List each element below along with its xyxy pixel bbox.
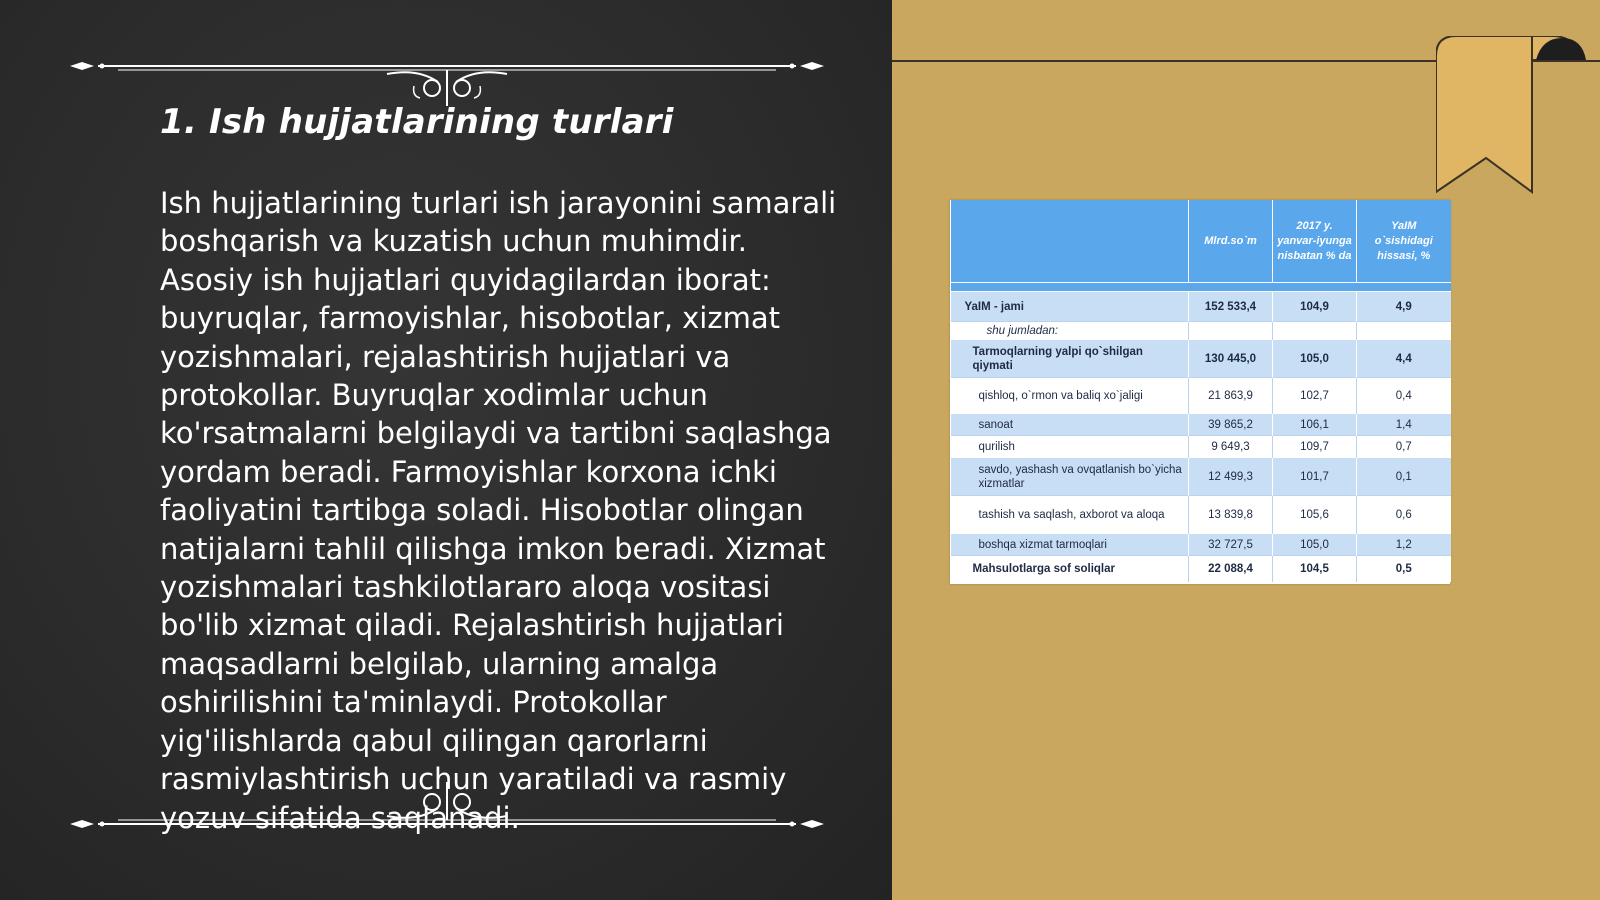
table-cell: Tarmoqlarning yalpi qo`shilgan qiymati	[951, 340, 1189, 378]
ornamental-divider-top	[68, 48, 826, 108]
table-row	[951, 292, 1451, 322]
table-cell: 39 865,2	[1189, 414, 1273, 436]
table-header-cell: 2017 y. yanvar-iyunga nisbatan % da	[1273, 200, 1357, 283]
table-cell: 0,4	[1357, 378, 1451, 414]
table-row	[951, 556, 1451, 582]
table-cell: savdo, yashash va ovqatlanish bo`yicha xizmatlar	[951, 458, 1189, 496]
table-cell: sanoat	[951, 414, 1189, 436]
table-cell: 32 727,5	[1189, 534, 1273, 556]
table-cell: 9 649,3	[1189, 436, 1273, 458]
table-cell	[1357, 322, 1451, 340]
table-cell: 105,0	[1273, 534, 1357, 556]
table-cell: 13 839,8	[1189, 496, 1273, 534]
table-header-spacer	[951, 283, 1451, 292]
slide-body-text: Ish hujjatlarining turlari ish jarayonini samarali boshqarish va kuzatish uchun muhimdir. Asosiy ish hujjatlari quyidagilardan iborat: buyruqlar, farmoyishlar, hisobotlar, xizmat yozishmalari, rejalashtirish hujjatlari va protokollar. Buyruqlar xodimlar uchun ko'rsatmalarni belgilaydi va tartibni saqlashga yordam beradi. Farmoyishlar korxona ichki faoliyatini tartibga soladi. Hisobotlar olingan natijalarni tahlil qilishga imkon beradi. Xizmat yozishmalari tashkilotlararo aloqa vositasi bo'lib xizmat qiladi. Rejalashtirish hujjatlari maqsadlarni belgilab, ularning amalga oshirilishini ta'minlaydi. Protokollar yig'ilishlarda qabul qilingan qarorlarni rasmiylashtirish uchun yaratiladi va rasmiy yozuv sifatida saqlanadi.	[160, 186, 837, 835]
table-row	[951, 534, 1451, 556]
table-cell	[1189, 322, 1273, 340]
table-cell: shu jumladan:	[951, 322, 1189, 340]
table-cell: 105,6	[1273, 496, 1357, 534]
table-cell: 0,5	[1357, 556, 1451, 582]
bookmark-ribbon-icon	[1436, 36, 1600, 196]
table-cell: 109,7	[1273, 436, 1357, 458]
table-header-cell: YaIM o`sishidagi hissasi, %	[1357, 200, 1451, 283]
table-cell: 105,0	[1273, 340, 1357, 378]
table-cell: boshqa xizmat tarmoqlari	[951, 534, 1189, 556]
table-row	[951, 340, 1451, 378]
table-cell: 0,1	[1357, 458, 1451, 496]
table-cell: 102,7	[1273, 378, 1357, 414]
table-cell: 12 499,3	[1189, 458, 1273, 496]
table-cell: tashish va saqlash, axborot va aloqa	[951, 496, 1189, 534]
table-cell: qishloq, o`rmon va baliq xo`jaligi	[951, 378, 1189, 414]
table-cell: 22 088,4	[1189, 556, 1273, 582]
table-cell: 21 863,9	[1189, 378, 1273, 414]
table-cell: 4,4	[1357, 340, 1451, 378]
table-cell: 106,1	[1273, 414, 1357, 436]
table-cell: 101,7	[1273, 458, 1357, 496]
table-cell: YaIM - jami	[951, 292, 1189, 322]
gdp-table	[950, 200, 1451, 582]
table-row	[951, 378, 1451, 414]
table-row	[951, 496, 1451, 534]
table-cell: 0,7	[1357, 436, 1451, 458]
table-cell: 4,9	[1357, 292, 1451, 322]
table-cell: 0,6	[1357, 496, 1451, 534]
table-cell: 104,9	[1273, 292, 1357, 322]
table-cell: Mahsulotlarga sof soliqlar	[951, 556, 1189, 582]
table-header-cell: Mlrd.so`m	[1189, 200, 1273, 283]
table-cell: 152 533,4	[1189, 292, 1273, 322]
table-cell: 104,5	[1273, 556, 1357, 582]
table-cell: 130 445,0	[1189, 340, 1273, 378]
table-cell	[1273, 322, 1357, 340]
table-cell: 1,4	[1357, 414, 1451, 436]
table-row	[951, 414, 1451, 436]
table-header-row	[951, 200, 1451, 283]
slide-title: 1. Ish hujjatlarining turlari	[160, 102, 674, 142]
gdp-table-image	[950, 200, 1450, 584]
table-header-cell	[951, 200, 1189, 283]
table-row	[951, 436, 1451, 458]
table-cell: 1,2	[1357, 534, 1451, 556]
table-cell: qurilish	[951, 436, 1189, 458]
table-row	[951, 322, 1451, 340]
table-row	[951, 458, 1451, 496]
